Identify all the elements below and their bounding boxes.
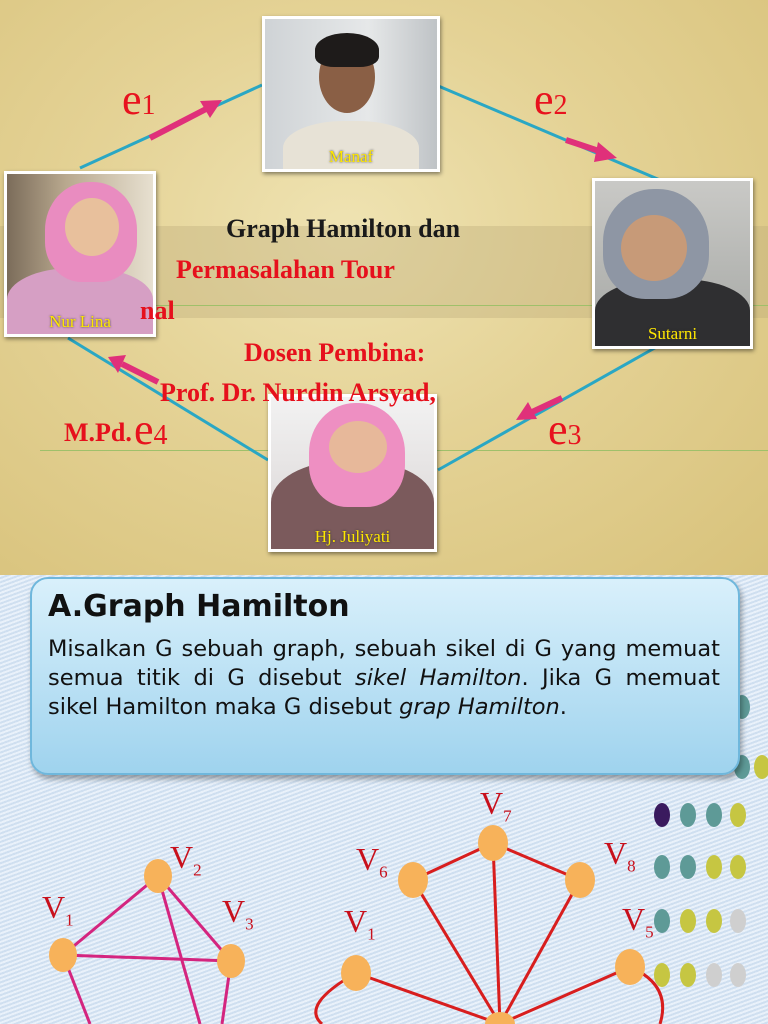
title-line-2: Permasalahan Tour bbox=[176, 255, 395, 284]
photo-manaf bbox=[262, 16, 440, 172]
vertex-label-left-v1: $V_1$ bbox=[42, 889, 74, 930]
dosen-name: Prof. Dr. Nurdin Arsyad, bbox=[160, 378, 436, 407]
edge-label-e2: e2 bbox=[534, 75, 568, 124]
photo-juliyati bbox=[268, 394, 437, 552]
person-name-nur-lina: Nur Lina bbox=[49, 312, 111, 331]
vertex-right-v6 bbox=[398, 862, 428, 898]
vertex-label-left-v2: $V_2$ bbox=[170, 839, 202, 880]
edge-label-e4: e4 bbox=[134, 405, 168, 454]
person-name-manaf: Manaf bbox=[328, 147, 374, 166]
vertex-label-left-v3: $V_3$ bbox=[222, 893, 254, 934]
vertex-label-right-v1: $V_1$ bbox=[344, 903, 376, 944]
vertex-label-right-v7: $V_7$ bbox=[480, 785, 512, 826]
arrow-e2 bbox=[566, 140, 617, 162]
vertex-right-center bbox=[485, 1012, 515, 1024]
photo-sutarni bbox=[592, 178, 753, 349]
vertex-left-v1 bbox=[49, 938, 77, 972]
edge-label-e3: e3 bbox=[548, 405, 582, 454]
hamilton-graphs bbox=[0, 575, 768, 1024]
vertex-right-v1 bbox=[341, 955, 371, 991]
vertex-label-right-v5: $V_5$ bbox=[622, 901, 654, 942]
dosen-degree: M.Pd. bbox=[64, 418, 132, 447]
section-heading: A.Graph Hamilton bbox=[48, 589, 350, 624]
arrow-e1 bbox=[150, 100, 222, 138]
title-line-1: Graph Hamilton dan bbox=[226, 214, 461, 243]
photo-nur-lina bbox=[4, 171, 156, 337]
person-name-juliyati: Hj. Juliyati bbox=[314, 527, 391, 546]
vertex-left-v3 bbox=[217, 944, 245, 978]
vertex-right-v5 bbox=[615, 949, 645, 985]
person-name-sutarni: Sutarni bbox=[647, 324, 698, 343]
vertex-label-right-v6: $V_6$ bbox=[356, 841, 388, 882]
edge-label-e1: e1 bbox=[122, 75, 156, 124]
vertex-left-v2 bbox=[144, 859, 172, 893]
definition-text: Misalkan G sebuah graph, sebuah sikel di G yang memuat semua titik di G disebut sikel Hamilton. Jika G memuat sikel Hamilton maka G disebut grap Hamilton. bbox=[48, 636, 721, 720]
dosen-label: Dosen Pembina: bbox=[244, 338, 426, 367]
slide-graph-hamilton bbox=[0, 575, 768, 1024]
title-line-3: nal bbox=[140, 296, 175, 325]
graph-left bbox=[49, 859, 245, 1024]
vertex-right-v7 bbox=[478, 825, 508, 861]
vertex-right-v8 bbox=[565, 862, 595, 898]
vertex-label-right-v8: $V_8$ bbox=[604, 835, 636, 876]
